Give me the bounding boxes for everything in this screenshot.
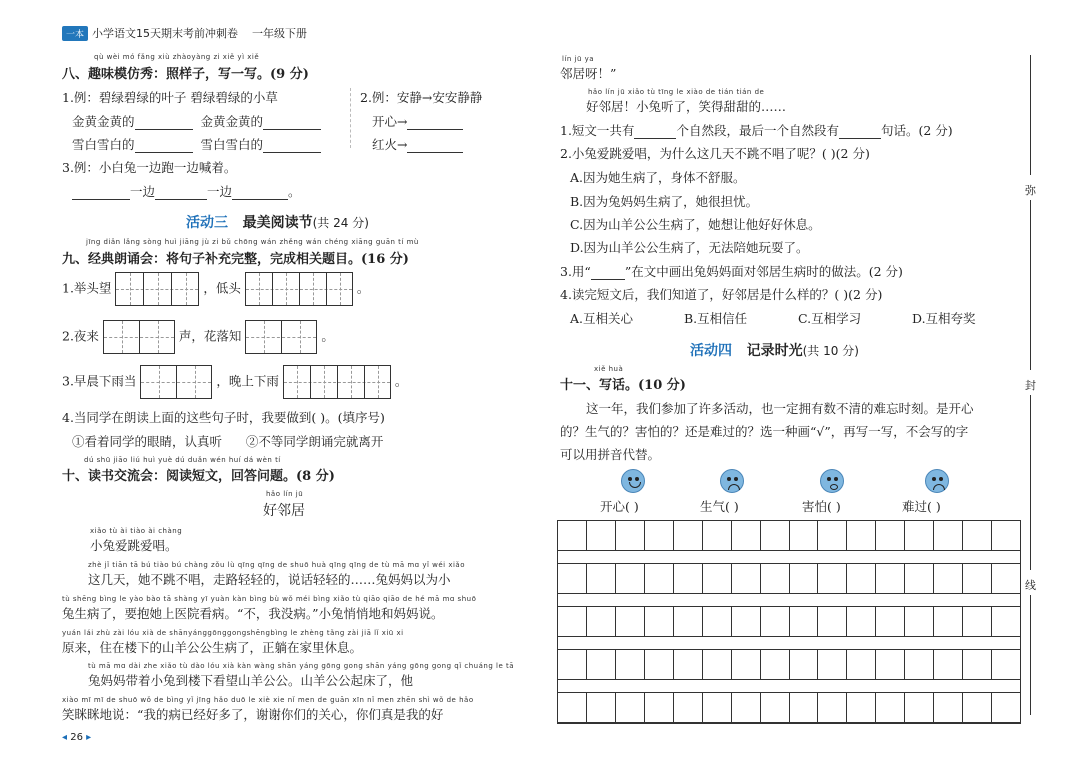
grid-cell[interactable] bbox=[847, 607, 876, 636]
grid-cell[interactable] bbox=[558, 521, 587, 550]
activity4-heading bbox=[690, 340, 859, 360]
seal-char-3: 线 bbox=[1025, 579, 1036, 592]
grid-cell[interactable] bbox=[818, 521, 847, 550]
story-p7: 邻居呀！” bbox=[560, 66, 617, 81]
activity4-score: (共 10 分) bbox=[802, 344, 859, 358]
answer-blank[interactable] bbox=[155, 187, 207, 200]
mood-angry[interactable]: 生气( ) bbox=[700, 499, 739, 514]
activity3-name: 最美阅读节 bbox=[242, 215, 313, 231]
header-grade: 一年级下册 bbox=[252, 27, 308, 40]
grid-row bbox=[558, 521, 1020, 551]
r-q2-optC[interactable]: C.因为山羊公公生病了，她想让他好好休息。 bbox=[570, 217, 821, 232]
grid-cell[interactable] bbox=[587, 521, 616, 550]
grid-cell[interactable] bbox=[616, 693, 645, 722]
grid-cell[interactable] bbox=[992, 607, 1020, 636]
grid-cell[interactable] bbox=[790, 693, 819, 722]
grid-row bbox=[558, 564, 1020, 594]
q11-line2: 的？生气的？害怕的？还是难过的？选一种画“√”，再写一写，不会写的字 bbox=[560, 424, 969, 439]
happy-face-icon bbox=[621, 469, 645, 493]
page-number: ◂ 26 ▸ bbox=[62, 732, 92, 743]
grid-cell[interactable] bbox=[992, 521, 1020, 550]
q8-line1 bbox=[72, 112, 321, 130]
answer-blank[interactable] bbox=[407, 140, 463, 153]
grid-cell[interactable] bbox=[703, 650, 732, 679]
grid-cell[interactable] bbox=[674, 607, 703, 636]
grid-cell[interactable] bbox=[761, 607, 790, 636]
grid-cell[interactable] bbox=[963, 564, 992, 593]
activity3-heading bbox=[186, 212, 369, 232]
tianzige-box[interactable] bbox=[283, 365, 391, 399]
grid-cell[interactable] bbox=[558, 564, 587, 593]
grid-cell[interactable] bbox=[905, 607, 934, 636]
grid-cell[interactable] bbox=[992, 650, 1020, 679]
r-q4: 4.读完短文后，我们知道了，好邻居是什么样的？( )(2 分) bbox=[560, 287, 883, 302]
q11-title: 十一、写话。(10 分) bbox=[560, 378, 686, 393]
seal-line bbox=[1030, 395, 1031, 570]
grid-cell[interactable] bbox=[790, 650, 819, 679]
grid-cell[interactable] bbox=[645, 693, 674, 722]
grid-cell[interactable] bbox=[703, 521, 732, 550]
story-p3-pinyin: tù shēng bìng le yào bào tā shàng yī yuàn kàn bìng bù wǒ méi bìng xiǎo tù qiāo qiāo de hé mā mɑ shuō bbox=[62, 595, 477, 603]
q9-sentence1 bbox=[62, 272, 369, 306]
answer-blank[interactable] bbox=[135, 117, 193, 130]
grid-cell[interactable] bbox=[674, 564, 703, 593]
story-p2: 这几天，她不跳不唱，走路轻轻的，说话轻轻的……兔妈妈以为小 bbox=[88, 572, 451, 587]
story-title: 好邻居 bbox=[263, 503, 305, 519]
r-q3-b: ”在文中画出兔妈妈面对邻居生病时的做法。(2 分) bbox=[624, 264, 903, 279]
story-p6: 笑眯眯地说：“我的病已经好多了，谢谢你们的关心，你们真是我的好 bbox=[62, 707, 444, 722]
grid-cell[interactable] bbox=[818, 650, 847, 679]
r-q2-optB[interactable]: B.因为兔妈妈生病了，她很担忧。 bbox=[570, 194, 759, 209]
grid-cell[interactable] bbox=[761, 521, 790, 550]
grid-row bbox=[558, 650, 1020, 680]
q8-example2: 2.例：安静→安安静静 bbox=[360, 90, 483, 105]
page-header bbox=[62, 25, 307, 41]
grid-cell[interactable] bbox=[905, 564, 934, 593]
grid-cell[interactable] bbox=[790, 521, 819, 550]
mood-happy[interactable]: 开心( ) bbox=[600, 499, 639, 514]
grid-cell[interactable] bbox=[963, 650, 992, 679]
q8-line1-b: 金黄金黄的 bbox=[200, 114, 263, 129]
grid-cell[interactable] bbox=[934, 607, 963, 636]
r-q2-optA[interactable]: A.因为她生病了，身体不舒服。 bbox=[570, 170, 746, 185]
answer-blank[interactable] bbox=[135, 140, 193, 153]
answer-blank[interactable] bbox=[263, 117, 321, 130]
grid-cell[interactable] bbox=[790, 564, 819, 593]
grid-cell[interactable] bbox=[703, 607, 732, 636]
q8-line2-b: 雪白雪白的 bbox=[200, 137, 263, 152]
grid-cell[interactable] bbox=[847, 693, 876, 722]
grid-row bbox=[558, 607, 1020, 637]
r-q3 bbox=[560, 262, 903, 280]
q11-line1: 这一年，我们参加了许多活动，也一定拥有数不清的难忘时刻。是开心 bbox=[586, 401, 974, 416]
q8-line3-label: 开心→ bbox=[372, 114, 408, 129]
grid-cell[interactable] bbox=[934, 521, 963, 550]
mood-scared[interactable]: 害怕( ) bbox=[802, 499, 841, 514]
grid-cell[interactable] bbox=[761, 650, 790, 679]
answer-blank[interactable] bbox=[591, 267, 625, 280]
story-p2-pinyin: zhè jǐ tiān tā bú tiào bú chàng zǒu lù qīng qīng de shuō huà qīng qīng de tù mā mɑ yǐ wéi xiǎo bbox=[88, 561, 465, 569]
q9-s2-a: 2.夜来 bbox=[62, 328, 99, 344]
grid-cell[interactable] bbox=[934, 650, 963, 679]
grid-cell[interactable] bbox=[703, 564, 732, 593]
tianzige-box[interactable] bbox=[245, 320, 317, 354]
answer-blank[interactable] bbox=[407, 117, 463, 130]
grid-cell[interactable] bbox=[587, 650, 616, 679]
grid-cell[interactable] bbox=[732, 650, 761, 679]
sad-face-icon bbox=[925, 469, 949, 493]
r-q1 bbox=[560, 121, 953, 139]
grid-cell[interactable] bbox=[790, 607, 819, 636]
grid-cell[interactable] bbox=[732, 564, 761, 593]
grid-cell[interactable] bbox=[847, 564, 876, 593]
r-q4-optA[interactable]: A.互相关心 bbox=[570, 311, 634, 326]
grid-cell[interactable] bbox=[732, 693, 761, 722]
grid-row bbox=[558, 693, 1020, 723]
mood-sad[interactable]: 难过( ) bbox=[902, 499, 941, 514]
r2-pinyin: hǎo lín jū xiǎo tù tīng le xiào de tián tián de bbox=[588, 88, 765, 96]
story-p3: 兔生病了，要抱她上医院看病。“不，我没病。”小兔悄悄地和妈妈说。 bbox=[62, 606, 444, 621]
activity4-name: 记录时光 bbox=[746, 343, 803, 359]
q8-line4-label: 红火→ bbox=[372, 137, 408, 152]
r-q1-a: 1.短文一共有 bbox=[560, 123, 635, 138]
grid-cell[interactable] bbox=[558, 650, 587, 679]
grid-cell[interactable] bbox=[732, 521, 761, 550]
r-q4-optB[interactable]: B.互相信任 bbox=[684, 311, 748, 326]
grid-cell[interactable] bbox=[876, 607, 905, 636]
q8-line5 bbox=[72, 182, 301, 200]
r-q1-c: 句话。(2 分) bbox=[880, 123, 953, 138]
grid-cell[interactable] bbox=[963, 693, 992, 722]
scared-face-icon bbox=[820, 469, 844, 493]
grid-cell[interactable] bbox=[905, 693, 934, 722]
q9-option-1[interactable]: ①看着同学的眼睛，认真听 bbox=[72, 434, 223, 449]
grid-cell[interactable] bbox=[674, 693, 703, 722]
grid-cell[interactable] bbox=[934, 564, 963, 593]
grid-gap bbox=[558, 551, 1020, 564]
story-p5: 兔妈妈带着小兔到楼下看望山羊公公。山羊公公起床了，他 bbox=[88, 673, 414, 688]
grid-cell[interactable] bbox=[818, 564, 847, 593]
grid-cell[interactable] bbox=[645, 607, 674, 636]
q8-title: 八、趣味模仿秀：照样子，写一写。(9 分) bbox=[62, 67, 309, 82]
q9-sentence3 bbox=[62, 365, 407, 399]
story-p6-pinyin: xiào mī mī de shuō wǒ de bìng yǐ jīng hǎo duō le xiè xie nǐ men de guān xīn nǐ men zhēn shì wǒ de hǎo bbox=[62, 696, 474, 704]
grid-cell[interactable] bbox=[905, 650, 934, 679]
grid-cell[interactable] bbox=[876, 564, 905, 593]
q9-title: 九、经典朗诵会：将句子补充完整，完成相关题目。(16 分) bbox=[62, 252, 409, 267]
answer-blank[interactable] bbox=[263, 140, 321, 153]
activity4-label: 活动四 bbox=[690, 343, 732, 359]
grid-gap bbox=[558, 637, 1020, 650]
grid-gap bbox=[558, 594, 1020, 607]
grid-cell[interactable] bbox=[876, 693, 905, 722]
q8-line3 bbox=[372, 112, 463, 130]
r-q4-optC[interactable]: C.互相学习 bbox=[798, 311, 862, 326]
r-q1-b: 个自然段，最后一个自然段有 bbox=[676, 123, 839, 138]
seal-line bbox=[1030, 595, 1031, 715]
q9-s1-c: 。 bbox=[356, 280, 370, 296]
grid-cell[interactable] bbox=[616, 564, 645, 593]
q11-pinyin: xiě huà bbox=[594, 365, 624, 373]
q8-pinyin: qù wèi mó fǎng xiù zhàoyàng zi xiě yì xiě bbox=[94, 53, 260, 61]
grid-gap bbox=[558, 680, 1020, 693]
r-q2: 2.小兔爱跳爱唱，为什么这几天不跳不唱了呢？( )(2 分) bbox=[560, 146, 870, 161]
answer-blank[interactable] bbox=[232, 187, 288, 200]
writing-grid[interactable] bbox=[557, 520, 1021, 724]
grid-cell[interactable] bbox=[703, 693, 732, 722]
q10-title: 十、读书交流会：阅读短文，回答问题。(8 分) bbox=[62, 469, 335, 484]
grid-cell[interactable] bbox=[992, 564, 1020, 593]
story-p5-pinyin: tù mā mɑ dài zhe xiǎo tù dào lóu xià kàn wàng shān yáng gōng gong shān yáng gōng gong qǐ chuáng le tā bbox=[88, 662, 515, 670]
grid-cell[interactable] bbox=[761, 693, 790, 722]
grid-cell[interactable] bbox=[905, 521, 934, 550]
answer-blank[interactable] bbox=[839, 126, 881, 139]
header-badge: 一本 bbox=[62, 26, 88, 41]
q9-question4: 4.当同学在朗读上面的这些句子时，我要做到( )。(填序号) bbox=[62, 410, 385, 425]
grid-cell[interactable] bbox=[818, 693, 847, 722]
grid-cell[interactable] bbox=[674, 650, 703, 679]
seal-char-1: 弥 bbox=[1025, 184, 1036, 197]
story-title-pinyin: hǎo lín jū bbox=[266, 490, 304, 498]
grid-cell[interactable] bbox=[992, 693, 1020, 722]
tianzige-box[interactable] bbox=[103, 320, 175, 354]
grid-cell[interactable] bbox=[934, 693, 963, 722]
grid-cell[interactable] bbox=[761, 564, 790, 593]
grid-cell[interactable] bbox=[876, 650, 905, 679]
q8-example3: 3.例：小白兔一边跑一边喊着。 bbox=[62, 160, 237, 175]
q11-line3: 可以用拼音代替。 bbox=[560, 447, 661, 462]
grid-cell[interactable] bbox=[558, 607, 587, 636]
q9-s1-a: 1.举头望 bbox=[62, 280, 112, 296]
story-p1: 小兔爱跳爱唱。 bbox=[90, 538, 178, 553]
q9-s2-b: 声，花落知 bbox=[178, 328, 242, 344]
q8-line2 bbox=[72, 135, 321, 153]
grid-cell[interactable] bbox=[616, 650, 645, 679]
grid-cell[interactable] bbox=[876, 521, 905, 550]
grid-cell[interactable] bbox=[558, 693, 587, 722]
r-q4-optD[interactable]: D.互相夸奖 bbox=[912, 311, 976, 326]
angry-face-icon bbox=[720, 469, 744, 493]
q9-sentence2 bbox=[62, 320, 334, 354]
header-title: 小学语文15天期末考前冲刺卷 bbox=[92, 27, 239, 40]
answer-blank[interactable] bbox=[634, 126, 676, 139]
q8-line4 bbox=[372, 135, 463, 153]
q8-example1: 1.例：碧绿碧绿的叶子 碧绿碧绿的小草 bbox=[62, 90, 278, 105]
tianzige-box[interactable] bbox=[115, 272, 199, 306]
tianzige-box[interactable] bbox=[140, 365, 212, 399]
q8-line1-a: 金黄金黄的 bbox=[72, 114, 135, 129]
seal-line bbox=[1030, 55, 1031, 175]
activity3-score: (共 24 分) bbox=[312, 216, 369, 230]
story-p1-pinyin: xiǎo tù ài tiào ài chàng bbox=[90, 527, 183, 535]
grid-cell[interactable] bbox=[587, 693, 616, 722]
q8-line5-end: 。 bbox=[288, 184, 301, 199]
q9-s2-c: 。 bbox=[321, 328, 334, 344]
seal-char-2: 封 bbox=[1025, 379, 1036, 392]
q9-s3-a: 3.早晨下雨当 bbox=[62, 373, 137, 389]
r-q2-optD[interactable]: D.因为山羊公公生病了，无法陪她玩耍了。 bbox=[570, 240, 809, 255]
grid-cell[interactable] bbox=[645, 650, 674, 679]
q9-option-2[interactable]: ②不等同学朗诵完就离开 bbox=[245, 434, 384, 449]
q8-line2-a: 雪白雪白的 bbox=[72, 137, 135, 152]
grid-cell[interactable] bbox=[674, 521, 703, 550]
story-p4: 原来，住在楼下的山羊公公生病了，正躺在家里休息。 bbox=[62, 640, 363, 655]
seal-line bbox=[1030, 200, 1031, 370]
answer-blank[interactable] bbox=[72, 187, 130, 200]
r1-pinyin: lín jū ya bbox=[562, 55, 595, 63]
grid-cell[interactable] bbox=[963, 521, 992, 550]
divider bbox=[350, 88, 352, 148]
grid-cell[interactable] bbox=[645, 521, 674, 550]
grid-cell[interactable] bbox=[616, 521, 645, 550]
r-q3-a: 3.用“ bbox=[560, 264, 591, 279]
grid-cell[interactable] bbox=[587, 607, 616, 636]
story-p8: 好邻居！小兔听了，笑得甜甜的…… bbox=[586, 99, 787, 114]
grid-cell[interactable] bbox=[847, 521, 876, 550]
q9-s1-b: ，低头 bbox=[203, 280, 241, 296]
activity3-label: 活动三 bbox=[186, 215, 228, 231]
grid-cell[interactable] bbox=[732, 607, 761, 636]
q9-s3-b: ，晚上下雨 bbox=[216, 373, 279, 389]
q8-line5-b: 一边 bbox=[207, 184, 233, 199]
tianzige-box[interactable] bbox=[245, 272, 353, 306]
q8-line5-a: 一边 bbox=[130, 184, 156, 199]
grid-cell[interactable] bbox=[818, 607, 847, 636]
grid-cell[interactable] bbox=[587, 564, 616, 593]
grid-cell[interactable] bbox=[963, 607, 992, 636]
q9-s3-c: 。 bbox=[394, 373, 408, 389]
grid-cell[interactable] bbox=[616, 607, 645, 636]
page-number-value: 26 bbox=[70, 732, 83, 743]
story-p4-pinyin: yuán lái zhù zài lóu xià de shānyánggōnggongshēngbìng le zhèng tǎng zài jiā lǐ xiū xi bbox=[62, 629, 404, 637]
grid-cell[interactable] bbox=[847, 650, 876, 679]
grid-cell[interactable] bbox=[645, 564, 674, 593]
q9-options bbox=[72, 432, 383, 450]
q10-pinyin: dú shū jiāo liú huì yuè dú duǎn wén huí dá wèn tí bbox=[84, 456, 281, 464]
q9-pinyin: jīng diǎn lǎng sòng huì jiāng jù zi bǔ chōng wán zhěng wán chéng xiāng guān tí mù bbox=[86, 238, 419, 246]
